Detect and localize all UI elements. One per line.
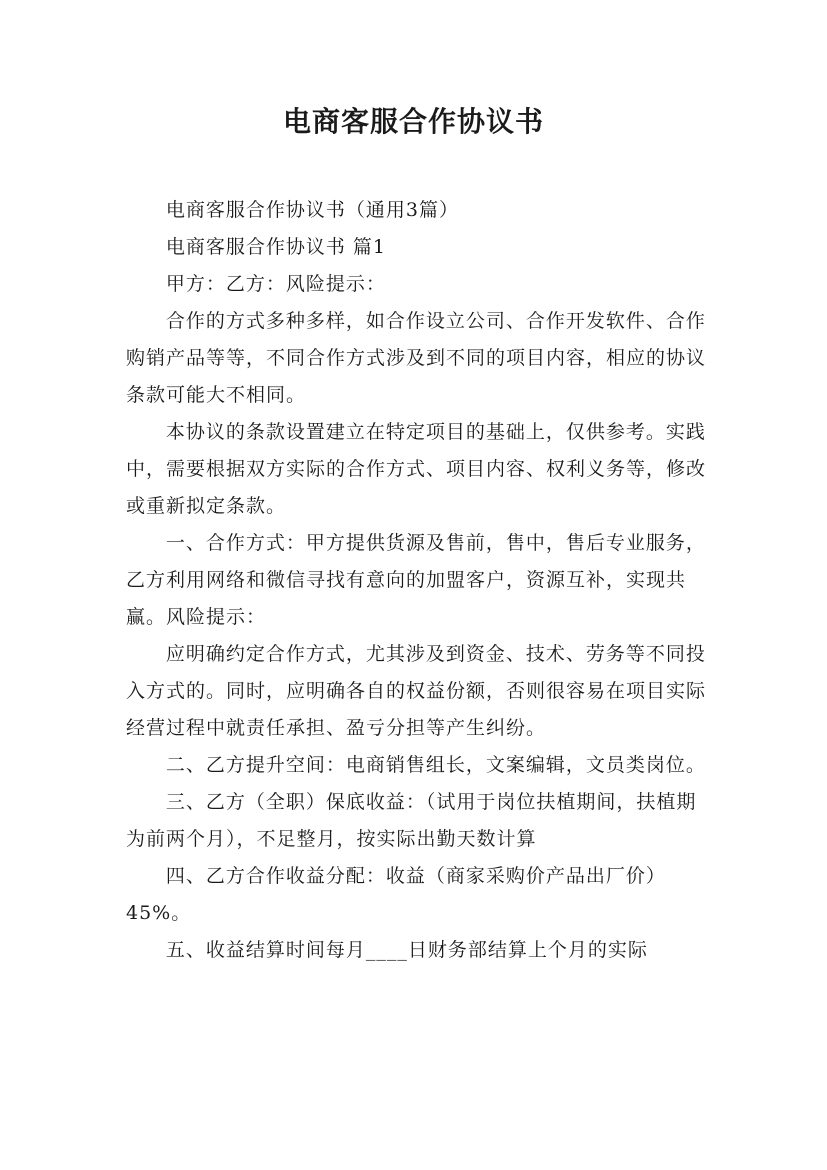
paragraph: 甲方：乙方：风险提示： xyxy=(165,273,386,295)
paragraph: 三、乙方（全职）保底收益：（试用于岗位扶植期间，扶植期为前两个月），不足整月，按实际出勤天数计算 xyxy=(126,791,697,850)
document-title: 电商客服合作协议书 xyxy=(282,105,544,138)
paragraph: 电商客服合作协议书（通用3篇） xyxy=(165,199,459,221)
paragraph: 本协议的条款设置建立在特定项目的基础上，仅供参考。实践中，需要根据双方实际的合作方式、项目内容、权利义务等，修改或重新拟定条款。 xyxy=(126,421,707,517)
paragraph: 应明确约定合作方式，尤其涉及到资金、技术、劳务等不同投入方式的。同时，应明确各自的权益份额，否则很容易在项目实际经营过程中就责任承担、盈亏分担等产生纠纷。 xyxy=(126,643,707,739)
paragraph: 四、乙方合作收益分配：收益（商家采购价产品出厂价）45%。 xyxy=(126,865,666,924)
paragraph: 电商客服合作协议书 篇1 xyxy=(165,236,387,258)
paragraph: 合作的方式多种多样，如合作设立公司、合作开发软件、合作购销产品等等，不同合作方式涉及到不同的项目内容，相应的协议条款可能大不相同。 xyxy=(126,310,707,406)
paragraph: 一、合作方式：甲方提供货源及售前，售中，售后专业服务，乙方利用网络和微信寻找有意向的加盟客户，资源互补，实现共赢。风险提示： xyxy=(126,532,706,628)
paragraph: 二、乙方提升空间：电商销售组长，文案编辑，文员类岗位。 xyxy=(165,754,706,776)
document-body xyxy=(126,192,706,969)
paragraph: 五、收益结算时间每月____日财务部结算上个月的实际 xyxy=(165,939,648,961)
